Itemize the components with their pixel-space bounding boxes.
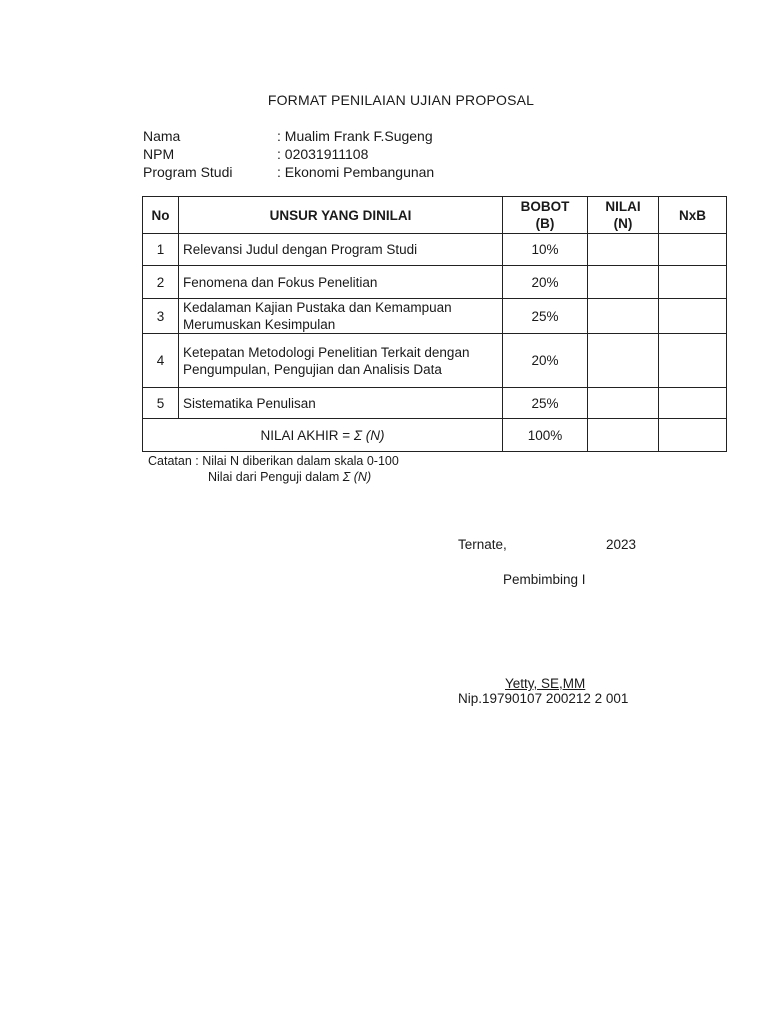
row-nilai-cell[interactable] [588, 234, 659, 266]
header-bobot-line1: BOBOT [520, 199, 570, 214]
table-row [143, 234, 727, 266]
header-nilai-line2: (N) [613, 216, 633, 231]
row-nxb-cell[interactable] [659, 299, 727, 334]
notes [148, 453, 399, 485]
row-nxb-cell[interactable] [659, 234, 727, 266]
header-unsur: UNSUR YANG DINILAI [179, 197, 503, 234]
table-row [143, 299, 727, 334]
row-bobot: 25% [503, 388, 588, 419]
signature-role: Pembimbing I [503, 572, 586, 587]
header-no: No [143, 197, 179, 234]
info-value: : 02031911108 [277, 146, 369, 162]
note-line-2-sigma: Σ (N) [342, 470, 372, 484]
total-bobot: 100% [503, 419, 588, 452]
row-no: 5 [143, 388, 179, 419]
total-nxb-cell[interactable] [659, 419, 727, 452]
header-nilai-line1: NILAI [605, 199, 641, 214]
note-line-2 [148, 469, 399, 485]
row-nxb-cell[interactable] [659, 266, 727, 299]
row-no: 1 [143, 234, 179, 266]
info-row-nama [143, 127, 434, 145]
header-bobot [503, 197, 588, 234]
header-bobot-line2: (B) [535, 216, 555, 231]
info-label: Nama [143, 128, 181, 144]
table-total-row [143, 419, 727, 452]
row-nilai-cell[interactable] [588, 334, 659, 388]
table-header-row [143, 197, 727, 234]
header-nilai [588, 197, 659, 234]
info-label: NPM [143, 146, 175, 162]
info-label: Program Studi [143, 164, 233, 180]
row-unsur: Kedalaman Kajian Pustaka dan Kemampuan Merumuskan Kesimpulan [179, 299, 503, 334]
row-nilai-cell[interactable] [588, 388, 659, 419]
total-label-text: NILAI AKHIR = [260, 427, 354, 443]
info-value: : Ekonomi Pembangunan [277, 164, 435, 180]
assessment-table [142, 196, 727, 452]
document-title: FORMAT PENILAIAN UJIAN PROPOSAL [267, 92, 535, 108]
row-unsur: Sistematika Penulisan [179, 388, 503, 419]
total-nilai-cell[interactable] [588, 419, 659, 452]
row-nxb-cell[interactable] [659, 388, 727, 419]
row-nilai-cell[interactable] [588, 299, 659, 334]
total-label [143, 419, 503, 452]
table-row [143, 266, 727, 299]
row-no: 3 [143, 299, 179, 334]
info-value: : Mualim Frank F.Sugeng [277, 128, 433, 144]
signature-place: Ternate, [458, 537, 507, 552]
row-unsur: Relevansi Judul dengan Program Studi [179, 234, 503, 266]
row-bobot: 20% [503, 266, 588, 299]
info-row-npm [143, 145, 434, 163]
row-bobot: 10% [503, 234, 588, 266]
row-nxb-cell[interactable] [659, 334, 727, 388]
signature-year: 2023 [606, 537, 637, 552]
signer-name: Yetty, SE,MM [505, 676, 586, 691]
student-info [143, 127, 434, 181]
row-unsur: Ketepatan Metodologi Penelitian Terkait dengan Pengumpulan, Pengujian dan Analisis Data [179, 334, 503, 388]
note-line-2-text: Nilai dari Penguji dalam [208, 470, 343, 484]
row-bobot: 25% [503, 299, 588, 334]
row-no: 4 [143, 334, 179, 388]
row-unsur: Fenomena dan Fokus Penelitian [179, 266, 503, 299]
total-label-sigma: Σ (N) [353, 427, 385, 443]
info-row-program-studi [143, 163, 434, 181]
table-row [143, 388, 727, 419]
row-nilai-cell[interactable] [588, 266, 659, 299]
header-nxb: NxB [659, 197, 727, 234]
table-row [143, 334, 727, 388]
signer-nip: Nip.19790107 200212 2 001 [458, 691, 629, 706]
row-no: 2 [143, 266, 179, 299]
note-line-1: Catatan : Nilai N diberikan dalam skala 0-100 [148, 454, 399, 468]
row-bobot: 20% [503, 334, 588, 388]
